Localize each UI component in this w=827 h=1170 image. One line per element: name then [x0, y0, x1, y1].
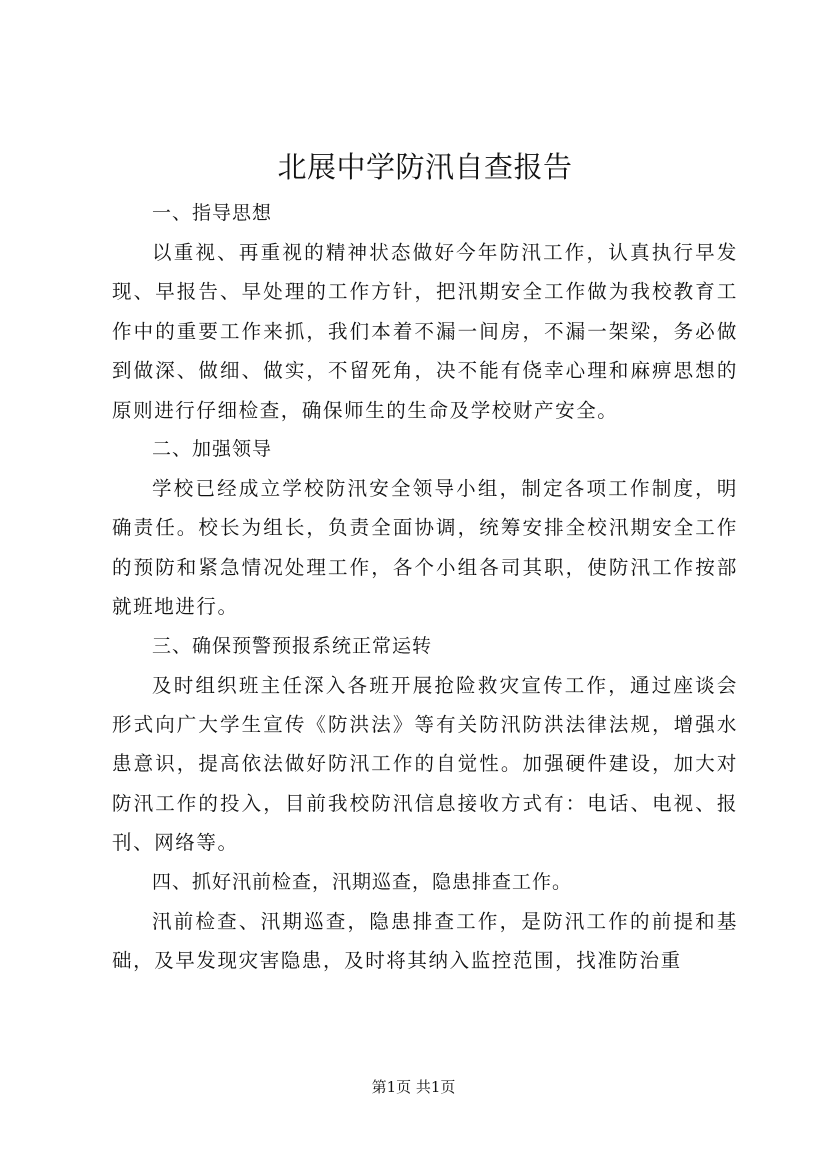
section-guiding-ideology [112, 194, 738, 430]
section-heading: 二、加强领导 [152, 438, 273, 461]
section-inspection [112, 863, 738, 981]
document-body [112, 140, 738, 981]
page-number-footer: 第1页 共1页 [371, 1078, 456, 1096]
section-heading: 一、指导思想 [152, 202, 273, 224]
section-strengthen-leadership [112, 430, 738, 627]
section-paragraph: 学校已经成立学校防汛安全领导小组，制定各项工作制度，明确责任。校长为组长，负责全面协调，统筹安排全校汛期安全工作的预防和紧急情况处理工作，各个小组各司其职，使防汛工作按部就班地进行。 [112, 477, 738, 619]
document-title: 北展中学防汛自查报告 [277, 150, 573, 184]
section-warning-system [112, 627, 738, 863]
section-paragraph: 及时组织班主任深入各班开展抢险救灾宣传工作，通过座谈会形式向广大学生宣传《防洪法》等有关防汛防洪法律法规，增强水患意识，提高依法做好防汛工作的自觉性。加强硬件建设，加大对防汛工作的投入，目前我校防汛信息接收方式有：电话、电视、报刊、网络等。 [112, 673, 738, 855]
section-paragraph: 以重视、再重视的精神状态做好今年防汛工作，认真执行早发现、早报告、早处理的工作方针，把汛期安全工作做为我校教育工作中的重要工作来抓，我们本着不漏一间房，不漏一架梁，务必做到做深、做细、做实，不留死角，决不能有侥幸心理和麻痹思想的原则进行仔细检查，确保师生的生命及学校财产安全。 [112, 241, 738, 422]
section-paragraph: 汛前检查、汛期巡查，隐患排查工作，是防汛工作的前提和基础，及早发现灾害隐患，及时将其纳入监控范围，找准防治重 [112, 909, 738, 973]
section-heading: 三、确保预警预报系统正常运转 [152, 634, 433, 657]
section-heading: 四、抓好汛前检查，汛期巡查，隐患排查工作。 [152, 870, 573, 893]
